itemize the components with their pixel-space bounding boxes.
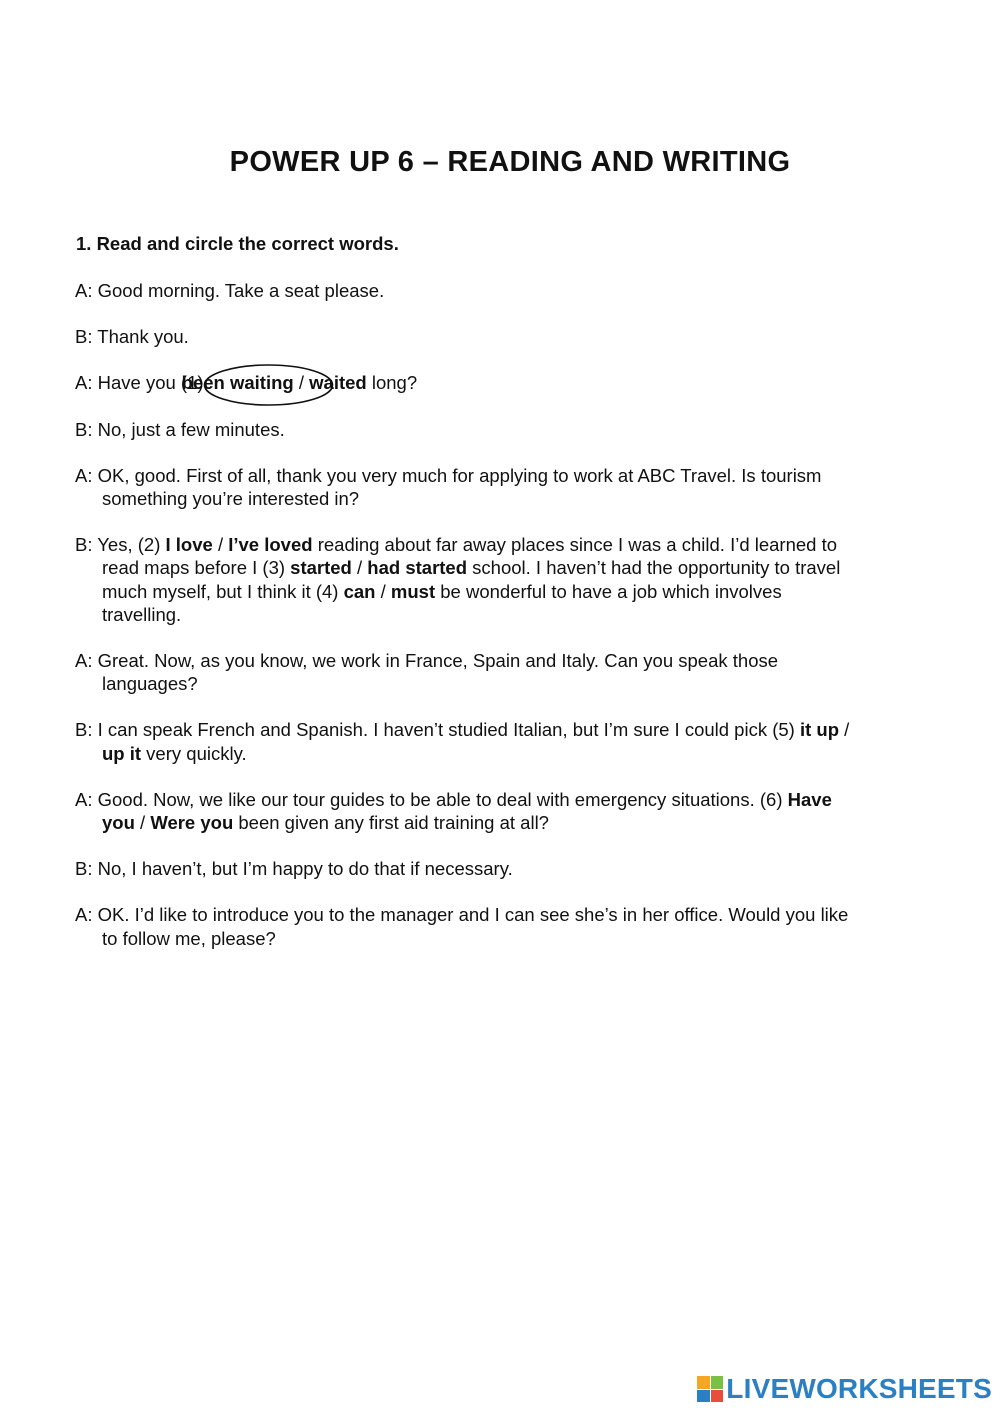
logo-tile xyxy=(697,1390,710,1403)
dialogue-line xyxy=(75,325,865,348)
line-text: been given any first aid training at all? xyxy=(233,812,549,834)
line-text: A: OK, good. First of all, thank you very much for applying to work at ABC Travel. Is tourism something you’re interested in? xyxy=(75,464,822,510)
line-text: / xyxy=(293,372,310,394)
line-text: A: Good. Now, we like our tour guides to be able to deal with emergency situations. (6) xyxy=(75,788,788,810)
dialogue xyxy=(75,279,865,973)
line-text: / xyxy=(212,534,229,556)
line-text: B: Thank you. xyxy=(75,326,189,348)
dialogue-line xyxy=(75,533,865,626)
answer-option[interactable]: I love xyxy=(165,534,213,556)
answer-option[interactable]: had started xyxy=(367,557,468,579)
logo-tile xyxy=(711,1390,724,1403)
circled-answer-option[interactable]: been waiting xyxy=(181,372,294,394)
dialogue-line xyxy=(75,649,865,695)
logo-tile xyxy=(711,1376,724,1389)
line-text: long? xyxy=(366,372,418,394)
dialogue-line xyxy=(75,788,865,834)
answer-option[interactable]: Have you xyxy=(102,788,832,834)
circled-choice xyxy=(181,371,294,394)
line-text: be wonderful to have a job which involves travelling. xyxy=(102,580,782,625)
dialogue-line xyxy=(75,857,865,880)
line-text: B: No, I haven’t, but I’m happy to do that if necessary. xyxy=(75,858,513,880)
line-text: / xyxy=(351,557,368,579)
line-text: B: No, just a few minutes. xyxy=(75,418,285,440)
line-text: / xyxy=(375,580,391,602)
dialogue-line xyxy=(75,464,865,510)
dialogue-line xyxy=(75,903,865,949)
line-text: / xyxy=(839,719,850,741)
answer-option[interactable]: it up xyxy=(799,719,840,741)
line-text: A: Have you (1) xyxy=(75,372,209,394)
dialogue-line xyxy=(75,371,865,394)
answer-option[interactable]: must xyxy=(390,580,436,602)
answer-option[interactable]: started xyxy=(290,557,352,579)
line-text: B: Yes, (2) xyxy=(75,534,166,556)
exercise-instruction: 1. Read and circle the correct words. xyxy=(76,233,399,254)
brand-footer xyxy=(697,1373,992,1405)
line-text: reading about far away places since I was a child. I’d learned to read maps before I (3) xyxy=(102,534,838,579)
line-text: B: I can speak French and Spanish. I haven’t studied Italian, but I’m sure I could pick (5) xyxy=(75,719,800,741)
logo-tile xyxy=(697,1376,710,1389)
answer-option[interactable]: waited xyxy=(309,372,367,394)
answer-option[interactable]: can xyxy=(343,580,376,602)
liveworksheets-logo-icon xyxy=(697,1376,723,1402)
line-text: A: Good morning. Take a seat please. xyxy=(75,280,385,301)
dialogue-line xyxy=(75,279,865,302)
line-text: very quickly. xyxy=(141,742,247,764)
line-text: / xyxy=(134,812,151,834)
brand-name: LIVEWORKSHEETS xyxy=(726,1373,992,1404)
dialogue-line xyxy=(75,418,865,441)
answer-option[interactable]: up it xyxy=(102,742,142,764)
page-title: POWER UP 6 – READING AND WRITING xyxy=(229,146,791,178)
answer-option[interactable]: I’ve loved xyxy=(228,534,313,556)
line-text: school. I haven’t had the opportunity to travel much myself, but I think it (4) xyxy=(102,557,841,602)
line-text: A: OK. I’d like to introduce you to the manager and I can see she’s in her office. Would you like to follow me, please? xyxy=(75,904,849,949)
dialogue-line xyxy=(75,718,865,764)
answer-option[interactable]: Were you xyxy=(150,812,234,834)
line-text: A: Great. Now, as you know, we work in France, Spain and Italy. Can you speak those languages? xyxy=(75,650,779,695)
